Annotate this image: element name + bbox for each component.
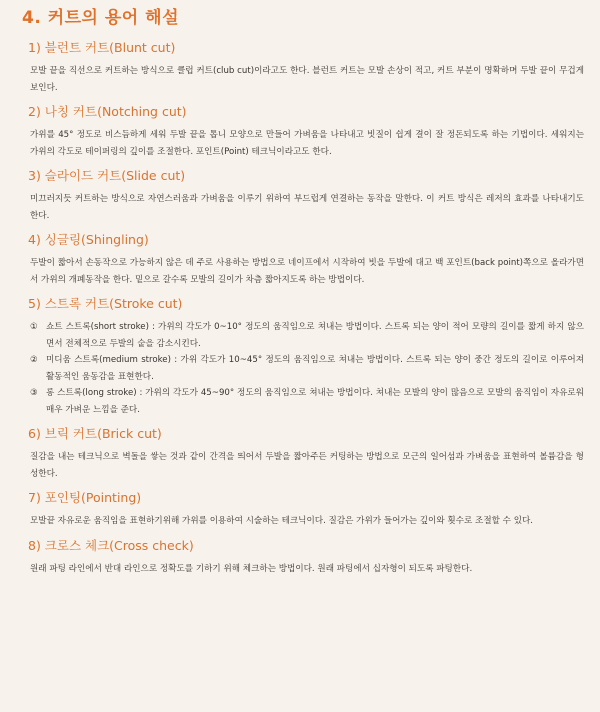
section-body — [30, 191, 584, 224]
stroke-cut-list — [30, 319, 584, 418]
section-paragraph: 모발 끝을 직선으로 커트하는 방식으로 클럽 커트(club cut)이라고도 한다. 블런트 커트는 모발 손상이 적고, 커트 부분이 명확하며 두발 끝이 무겁게 보인다. — [30, 66, 584, 93]
section-heading: 4) 싱글링(Shingling) — [28, 232, 149, 247]
section-body — [30, 127, 584, 160]
list-item-text: 롱 스트록(long stroke) : 가위의 각도가 45~90° 정도의 움직임으로 쳐내는 방법이다. 쳐내는 모발의 양이 많음으로 모발의 움직임이 자유로워 매우 가벼운 느낌을 준다. — [46, 388, 584, 415]
section-body — [30, 449, 584, 482]
section-paragraph: 미끄러지듯 커트하는 방식으로 자연스러움과 가벼움을 이루기 위하여 부드럽게 연결하는 동작을 말한다. 이 커트 방식은 레저의 효과를 나타내기도 한다. — [30, 194, 584, 221]
section-pointing — [22, 490, 584, 530]
list-item — [30, 319, 584, 352]
section-heading: 7) 포인팅(Pointing) — [28, 490, 142, 505]
section-stroke-cut — [22, 296, 584, 418]
section-body — [30, 513, 584, 530]
section-shingling — [22, 232, 584, 288]
section-paragraph: 원래 파팅 라인에서 반대 라인으로 정확도를 기하기 위해 체크하는 방법이다. 원래 파팅에서 십자형이 되도록 파팅한다. — [30, 563, 473, 574]
list-marker: ① — [30, 322, 38, 332]
section-slide-cut — [22, 168, 584, 224]
section-body — [30, 63, 584, 96]
list-item-text: 쇼트 스트록(short stroke) : 가위의 각도가 0~10° 정도의 움직임으로 쳐내는 방법이다. 스트록 되는 양이 적어 모량의 길이를 짧게 하지 않으면서 전체적으로 두발의 숱을 감소시킨다. — [46, 322, 584, 349]
section-blunt-cut — [22, 40, 584, 96]
section-heading: 2) 나칭 커트(Notching cut) — [28, 104, 187, 119]
section-heading: 3) 슬라이드 커트(Slide cut) — [28, 168, 186, 183]
list-item — [30, 385, 584, 418]
section-paragraph: 모발끝 자유로운 움직임을 표현하기위해 가위를 이용하여 시술하는 테크닉이다. 질감은 가위가 들어가는 깊이와 횟수로 조절할 수 있다. — [30, 516, 534, 526]
section-notching-cut — [22, 104, 584, 160]
section-cross-check — [22, 538, 584, 578]
section-heading: 8) 크로스 체크(Cross check) — [28, 537, 194, 553]
section-heading: 5) 스트록 커트(Stroke cut) — [28, 296, 183, 311]
list-item-text: 미디움 스트록(medium stroke) : 가위 각도가 10~45° 정도의 움직임으로 쳐내는 방법이다. 스트록 되는 양이 중간 정도의 길이로 이루어져 활동적인 움동감을 표현한다. — [46, 355, 584, 382]
list-marker: ② — [30, 355, 38, 365]
list-item — [30, 352, 584, 385]
section-paragraph: 질감을 내는 테크닉으로 벽돌을 쌓는 것과 같이 간격을 띄어서 두발을 짧아주든 커팅하는 방법으로 모근의 일어섬과 가벼움을 표현하여 볼륨감을 형성한다. — [30, 452, 584, 479]
page-title: 4. 커트의 용어 해설 — [22, 8, 179, 28]
section-heading: 1) 블런트 커트(Blunt cut) — [28, 40, 176, 55]
section-body — [30, 255, 584, 288]
section-brick-cut — [22, 426, 584, 482]
list-marker: ③ — [30, 388, 38, 398]
section-paragraph: 두발이 짧아서 손동작으로 가능하지 않은 데 주로 사용하는 방법으로 네이프에서 시작하여 빗을 두발에 대고 백 포인트(back point)쪽으로 올라가면서 가위의 개폐동작을 한다. 밑으로 갈수록 모발의 길이가 차츰 짧아지도록 하는 방법이다. — [30, 258, 584, 285]
section-heading: 6) 브릭 커트(Brick cut) — [28, 426, 162, 441]
section-body — [30, 561, 584, 578]
section-paragraph: 가위를 45° 정도로 비스듬하게 세워 두발 끝을 톱니 모양으로 만들어 가벼움을 나타내고 빗질이 쉽게 결이 잘 정돈되도록 하는 기법이다. 세워지는 가위의 각도로 테이퍼링의 깊이를 조절한다. 포인트(Point) 테크닉이라고도 한다. — [30, 130, 584, 157]
